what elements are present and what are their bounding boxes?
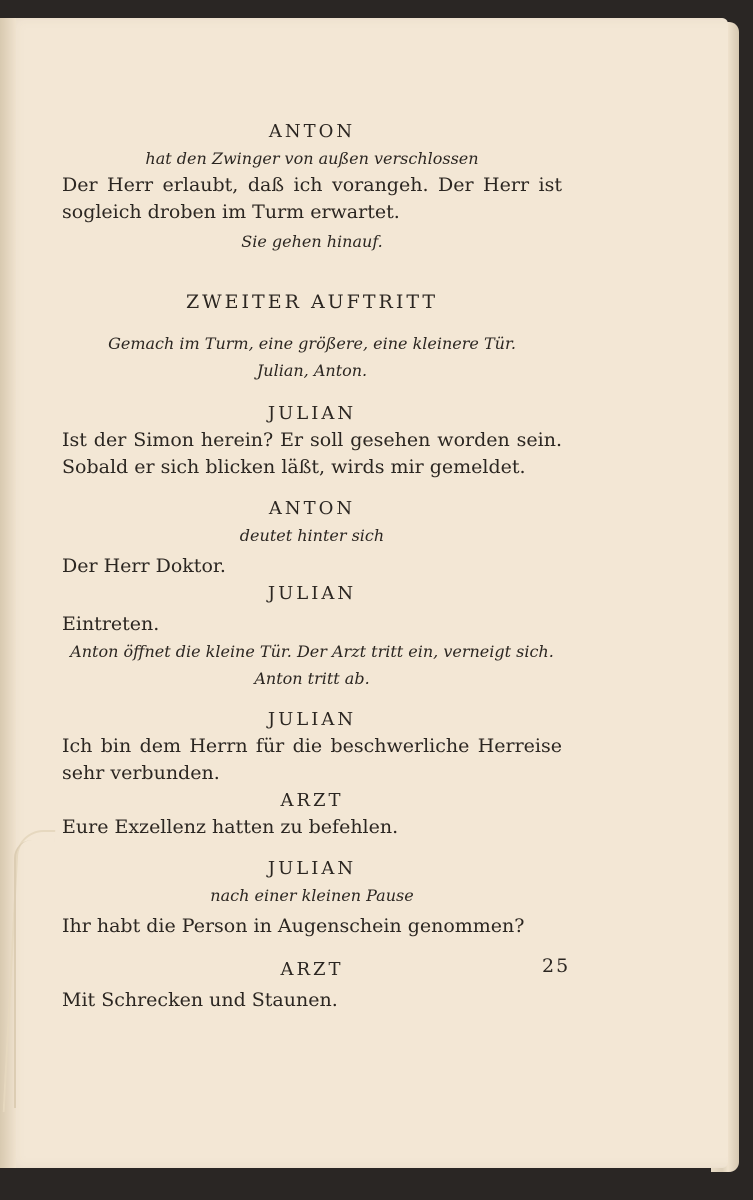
- stage-direction: hat den Zwinger von außen verschlossen: [145, 149, 479, 168]
- dialogue-line: Eure Exzellenz hatten zu befehlen.: [62, 816, 399, 838]
- dialogue-line: Der Herr erlaubt, daß ich vorangeh. Der Herr ist sogleich droben im Turm erwartet.: [62, 174, 562, 223]
- speaker-name: JULIAN: [267, 858, 357, 879]
- stage-direction: Julian, Anton.: [256, 361, 368, 380]
- scene-heading: ZWEITER AUFTRITT: [185, 291, 439, 313]
- speaker-name: ARZT: [280, 790, 344, 811]
- stage-direction: nach einer kleinen Pause: [210, 886, 414, 905]
- dialogue-line: Der Herr Doktor.: [62, 555, 226, 577]
- speaker-name: JULIAN: [267, 403, 357, 424]
- speaker-name: ARZT: [280, 959, 344, 980]
- speaker-name: JULIAN: [267, 709, 357, 730]
- stage-direction: Anton tritt ab.: [254, 669, 370, 688]
- page-number: 25: [542, 955, 571, 977]
- dialogue-line: Ich bin dem Herrn für die beschwerliche Herreise sehr verbunden.: [62, 735, 562, 784]
- stage-direction: Anton öffnet die kleine Tür. Der Arzt tritt ein, verneigt sich.: [70, 642, 554, 661]
- speaker-name: ANTON: [268, 121, 356, 142]
- play-text: [62, 118, 562, 1014]
- binding-thread: [14, 840, 40, 1108]
- dialogue-line: Ist der Simon herein? Er soll gesehen worden sein. Sobald er sich blicken läßt, wirds mir gemeldet.: [62, 429, 562, 478]
- speaker-name: ANTON: [268, 498, 356, 519]
- stage-direction: deutet hinter sich: [239, 526, 385, 545]
- dialogue-line: Mit Schrecken und Staunen.: [62, 989, 338, 1011]
- dialogue-line: Eintreten.: [62, 613, 160, 635]
- stage-direction: Gemach im Turm, eine größere, eine kleinere Tür.: [108, 334, 516, 353]
- speaker-name: JULIAN: [267, 583, 357, 604]
- stage-direction: Sie gehen hinauf.: [241, 232, 383, 251]
- dialogue-line: Ihr habt die Person in Augenschein genommen?: [62, 915, 525, 937]
